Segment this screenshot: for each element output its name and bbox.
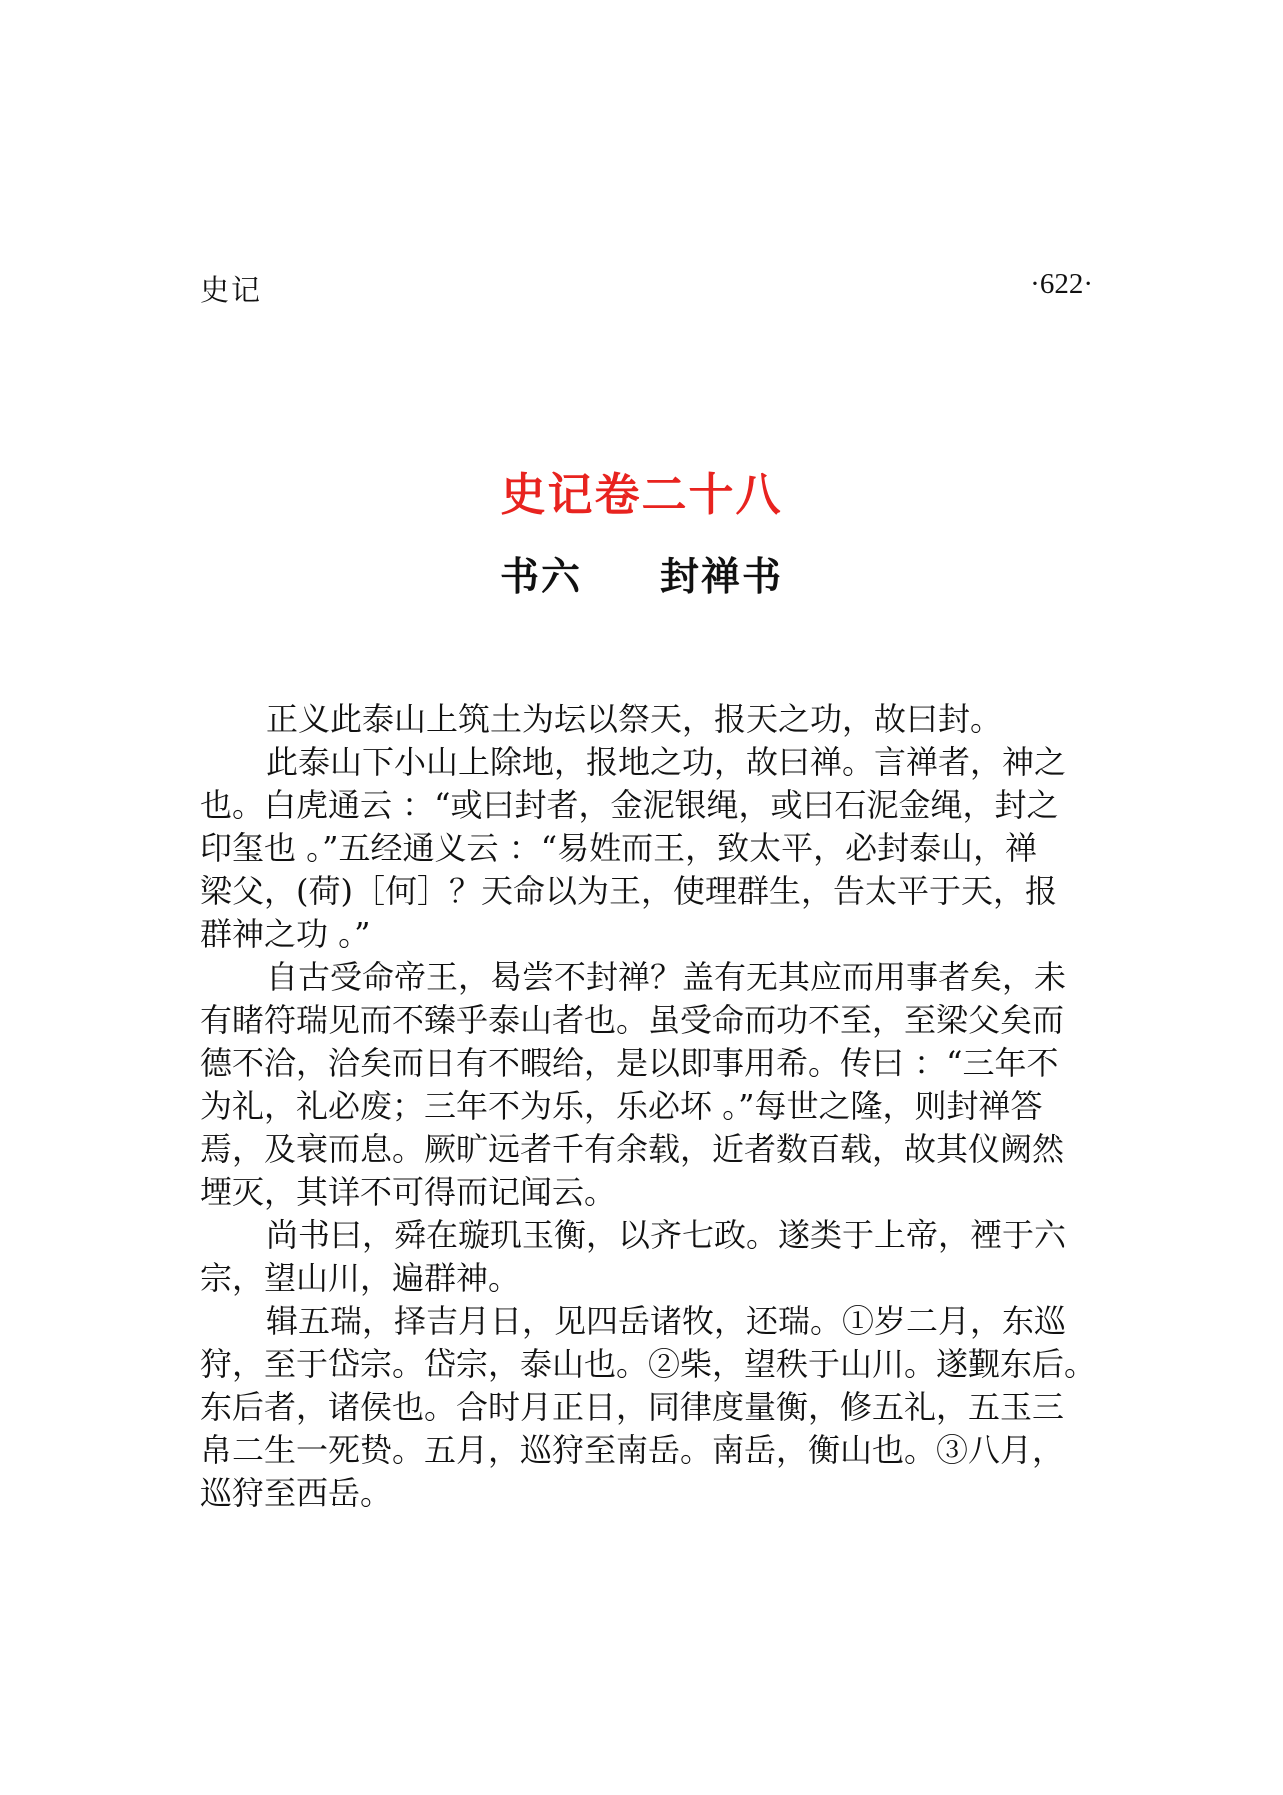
text-line: 堙灭，其详不可得而记闻云。 (200, 1173, 617, 1211)
text-line: 梁父，(荷)［何］？天命以为王，使理群生，告太平于天，报 (200, 872, 1057, 910)
text-line: 焉，及衰而息。厥旷远者千有余载，近者数百载，故其仪阙然 (200, 1130, 1065, 1168)
running-head-book-title: 史记 (200, 273, 263, 307)
chapter-title (0, 546, 1283, 602)
text-line: 自古受命帝王，曷尝不封禅？盖有无其应而用事者矣，未 (266, 958, 1067, 996)
text-line: 为礼，礼必废；三年不为乐，乐必坏 。”每世之隆，则封禅答 (200, 1087, 1043, 1125)
text-line: 德不洽，洽矣而日有不暇给，是以即事用希。传曰 ：“三年不 (200, 1044, 1059, 1082)
page-number: ·622· (1030, 268, 1093, 300)
text-line: 辑五瑞，择吉月日，见四岳诸牧，还瑞。①岁二月，东巡 (266, 1302, 1067, 1340)
volume-title: 史记卷二十八 (500, 468, 783, 521)
text-line: 宗，望山川，遍群神。 (200, 1259, 521, 1297)
text-line: 正义此泰山上筑土为坛以祭天，报天之功，故曰封。 (266, 700, 1003, 738)
text-line: 群神之功 。” (200, 915, 371, 953)
text-line: 尚书曰，舜在璇玑玉衡，以齐七政。遂类于上帝，禋于六 (266, 1216, 1067, 1254)
text-line: 东后者，诸侯也。合时月正日，同律度量衡，修五礼，五玉三 (200, 1388, 1065, 1426)
text-line: 也。白虎通云 ：“或曰封者，金泥银绳，或曰石泥金绳，封之 (200, 786, 1059, 824)
page-header (200, 268, 1093, 308)
text-line: 印玺也 。”五经通义云 ：“易姓而王，致太平，必封泰山，禅 (200, 829, 1038, 867)
body-text (200, 698, 1105, 1515)
chapter-section: 书六 (499, 555, 582, 600)
text-line: 帛二生一死贽。五月，巡狩至南岳。南岳，衡山也。③八月， (200, 1431, 1065, 1469)
text-line: 巡狩至西岳。 (200, 1474, 393, 1512)
chapter-name: 封禅书 (660, 555, 784, 600)
text-line: 狩，至于岱宗。岱宗，泰山也。②柴，望秩于山川。遂觐东后。 (200, 1345, 1097, 1383)
text-line: 有睹符瑞见而不臻乎泰山者也。虽受命而功不至，至梁父矣而 (200, 1001, 1065, 1039)
text-line: 此泰山下小山上除地，报地之功，故曰禅。言禅者，神之 (266, 743, 1067, 781)
